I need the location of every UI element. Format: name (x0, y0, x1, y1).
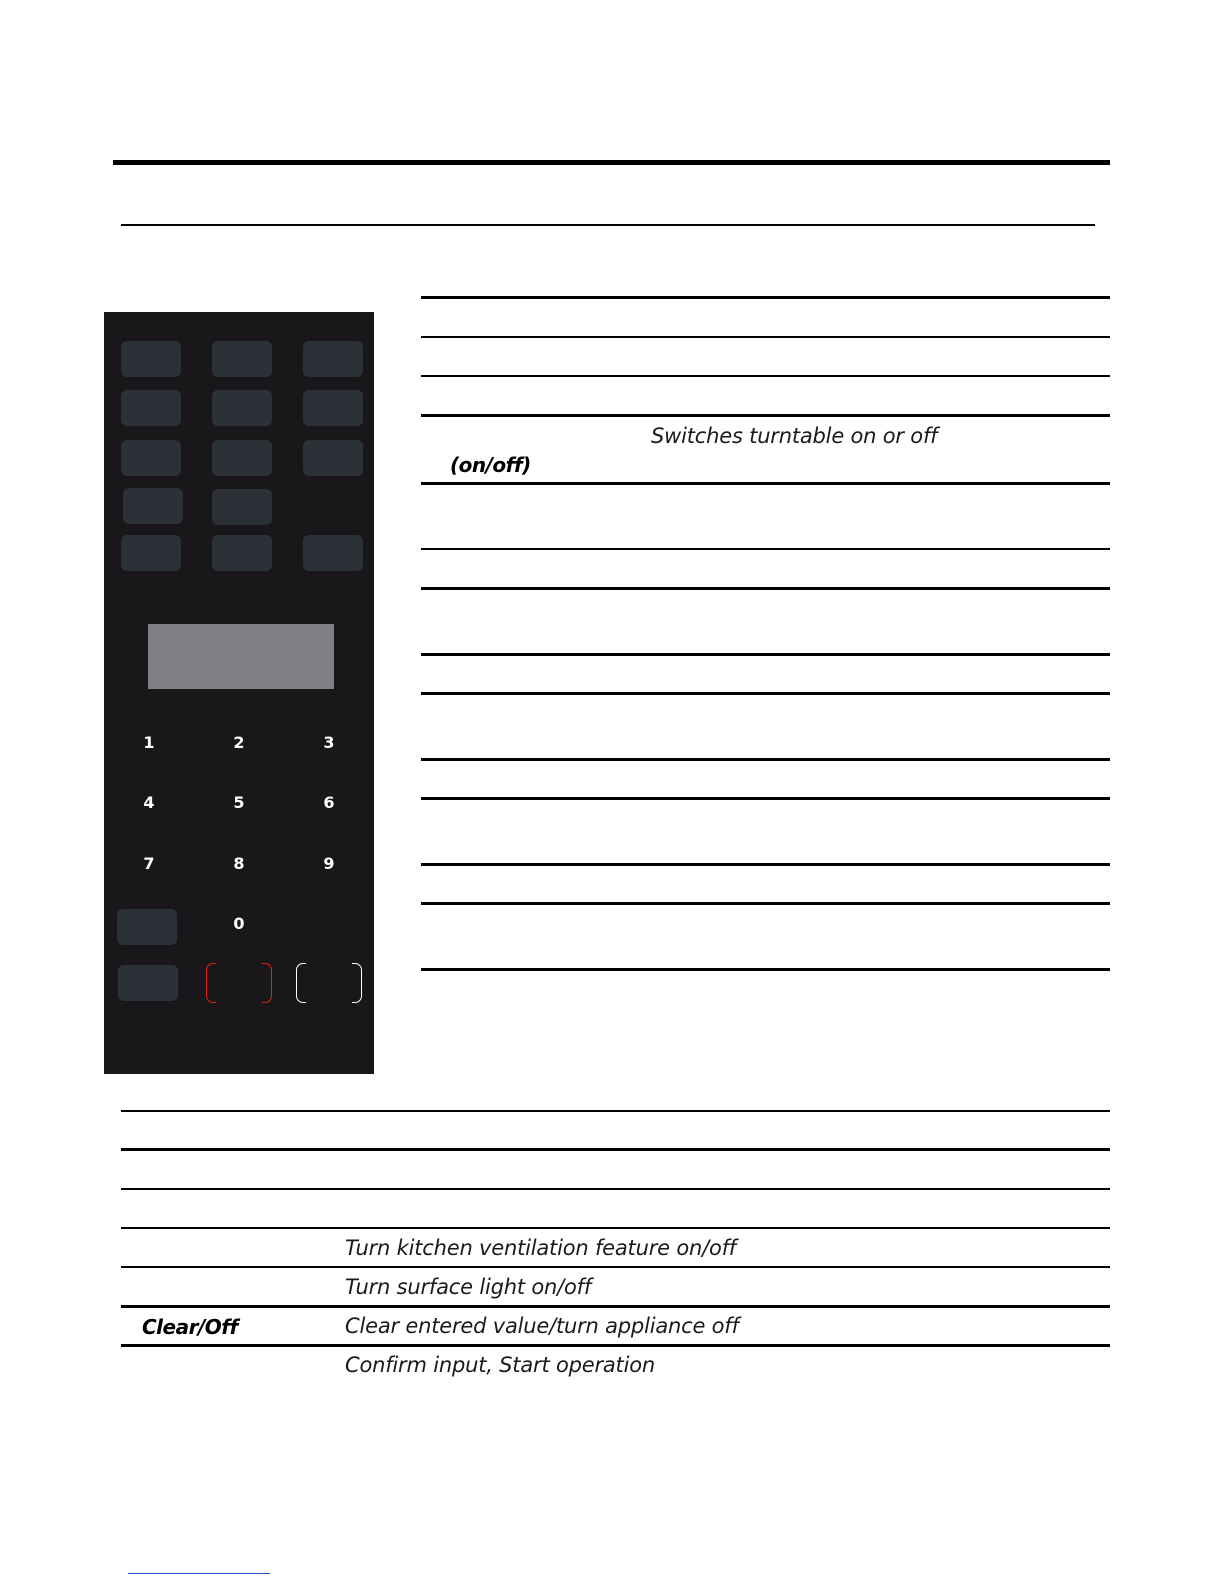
key-3: 3 (323, 733, 335, 752)
key-7: 7 (143, 854, 155, 873)
clear-off-description: Clear entered value/turn appliance off (345, 1314, 739, 1338)
lower-table-rule (121, 1188, 1110, 1190)
key-9: 9 (323, 854, 335, 873)
upper-table-rule (421, 902, 1110, 905)
feature-pad (303, 341, 363, 377)
feature-pad (212, 440, 272, 476)
feature-pad (212, 535, 272, 571)
upper-table-rule (421, 414, 1110, 417)
turntable-description: Switches turntable on or off (651, 424, 938, 448)
lower-table-rule (121, 1110, 1110, 1112)
key-4: 4 (143, 793, 155, 812)
upper-table-rule (421, 758, 1110, 761)
feature-pad (117, 909, 177, 945)
feature-pad (303, 440, 363, 476)
feature-pad (123, 488, 183, 524)
lower-table-rule (121, 1344, 1110, 1347)
feature-pad (121, 535, 181, 571)
lower-table-rule (121, 1305, 1110, 1308)
clear-off-key-outline (206, 963, 272, 1003)
clear-off-label: Clear/Off (142, 1315, 238, 1339)
upper-table-rule (421, 548, 1110, 550)
upper-table-rule (421, 968, 1110, 971)
upper-table-rule (421, 863, 1110, 866)
upper-table-rule (421, 797, 1110, 800)
display-window (148, 624, 334, 689)
upper-table-rule (421, 296, 1110, 299)
upper-table-rule (421, 692, 1110, 695)
feature-pad (121, 440, 181, 476)
feature-pad (303, 390, 363, 426)
feature-pad (212, 489, 272, 525)
feature-pad (121, 390, 181, 426)
start-key-outline (296, 963, 362, 1003)
footer-link-underline[interactable] (128, 1573, 270, 1574)
control-panel-illustration (104, 312, 374, 1074)
upper-table-rule (421, 587, 1110, 590)
upper-table-rule (421, 482, 1110, 485)
lower-table-rule (121, 1266, 1110, 1268)
upper-table-rule (421, 336, 1110, 338)
key-0: 0 (233, 914, 245, 933)
header-rule-thin (121, 224, 1095, 226)
lower-table-rule (121, 1148, 1110, 1151)
upper-table-rule (421, 375, 1110, 377)
upper-table-rule (421, 653, 1110, 656)
feature-pad (121, 341, 181, 377)
key-8: 8 (233, 854, 245, 873)
header-rule-thick (113, 160, 1110, 165)
key-2: 2 (233, 733, 245, 752)
ventilation-description: Turn kitchen ventilation feature on/off (345, 1236, 736, 1260)
surface-light-description: Turn surface light on/off (345, 1275, 592, 1299)
lower-table-rule (121, 1227, 1110, 1229)
feature-pad (212, 390, 272, 426)
feature-pad (303, 535, 363, 571)
key-6: 6 (323, 793, 335, 812)
feature-pad (118, 965, 178, 1001)
feature-pad (212, 341, 272, 377)
turntable-label: (on/off) (450, 453, 531, 477)
key-5: 5 (233, 793, 245, 812)
start-description: Confirm input, Start operation (345, 1353, 655, 1377)
key-1: 1 (143, 733, 155, 752)
